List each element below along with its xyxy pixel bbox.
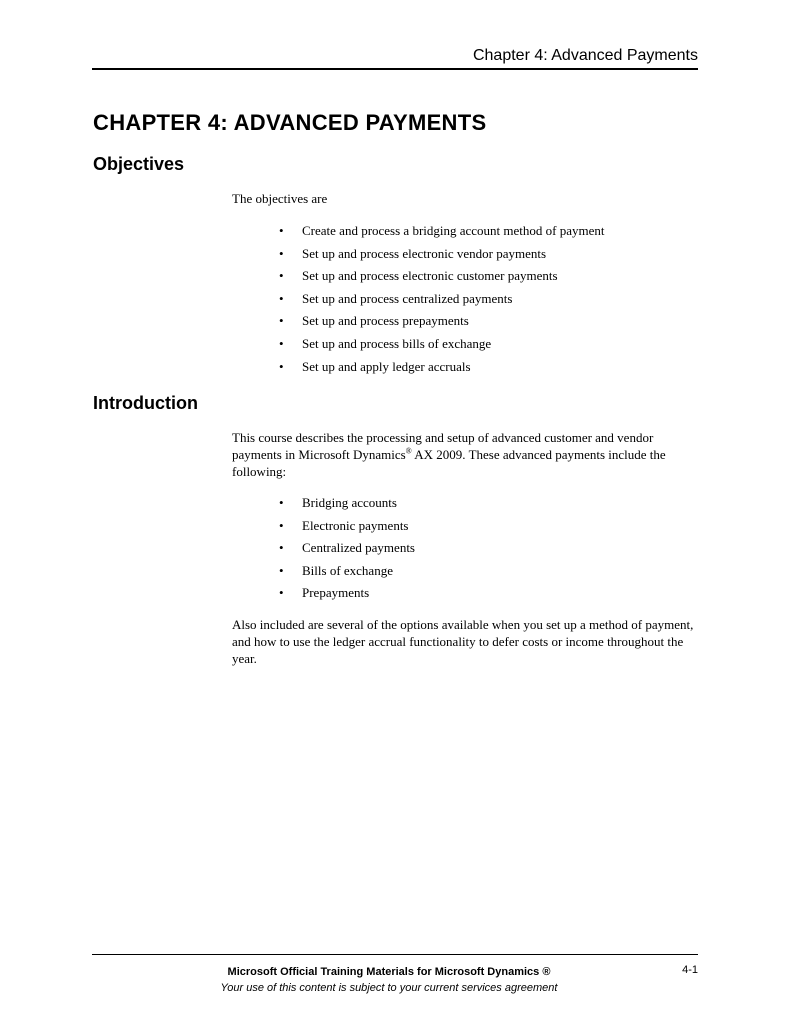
introduction-list xyxy=(279,494,415,607)
list-item xyxy=(279,494,415,517)
chapter-title: CHAPTER 4: ADVANCED PAYMENTS xyxy=(93,110,487,135)
footer-notice: Your use of this content is subject to your current services agreement xyxy=(220,982,558,994)
list-item xyxy=(279,584,415,607)
list-item xyxy=(279,245,605,268)
bullet-icon: • xyxy=(279,540,284,556)
page-number: 4-1 xyxy=(682,964,698,976)
list-item-text: Set up and process centralized payments xyxy=(302,290,513,306)
bullet-icon: • xyxy=(279,358,284,374)
introduction-heading: Introduction xyxy=(93,393,198,413)
running-header: Chapter 4: Advanced Payments xyxy=(472,47,698,64)
list-item-text: Set up and process electronic vendor payments xyxy=(302,245,547,261)
bullet-icon: • xyxy=(279,290,284,306)
list-item-text: Bridging accounts xyxy=(302,495,397,510)
list-item xyxy=(279,267,605,290)
list-item-text: Electronic payments xyxy=(302,517,409,533)
bullet-icon: • xyxy=(279,585,284,601)
list-item-text: Prepayments xyxy=(302,585,370,601)
list-item xyxy=(279,290,605,313)
list-item-text: Set up and apply ledger accruals xyxy=(302,358,471,374)
bullet-icon: • xyxy=(279,245,284,261)
bullet-icon: • xyxy=(279,562,284,578)
list-item-text: Centralized payments xyxy=(302,540,415,556)
introduction-paragraph xyxy=(232,429,702,480)
introduction-text-part2: AX 2009. These advanced payments include the following: xyxy=(232,447,666,479)
header-rule xyxy=(92,68,698,70)
objectives-intro: The objectives are xyxy=(232,191,328,206)
list-item xyxy=(279,539,415,562)
objectives-list xyxy=(279,222,605,380)
objectives-heading: Objectives xyxy=(93,154,185,174)
list-item xyxy=(279,335,605,358)
list-item xyxy=(279,562,415,585)
bullet-icon: • xyxy=(279,495,284,510)
list-item xyxy=(279,358,605,381)
introduction-text-part1: This course describes the processing and setup of advanced customer and vendor payments in Microsoft Dynamics xyxy=(232,430,654,462)
list-item-text: Bills of exchange xyxy=(302,562,393,578)
bullet-icon: • xyxy=(279,223,284,238)
list-item-text: Set up and process electronic customer payments xyxy=(302,268,558,284)
list-item-text: Create and process a bridging account method of payment xyxy=(302,223,605,238)
footer-title: Microsoft Official Training Materials for Microsoft Dynamics ® xyxy=(227,966,551,978)
closing-paragraph: Also included are several of the options available when you set up a method of payment, and how to use the ledger accrual functionality to defer costs or income throughout the year. xyxy=(232,617,694,666)
footer-rule xyxy=(92,954,698,955)
bullet-icon: • xyxy=(279,335,284,351)
registered-mark: ® xyxy=(405,446,412,456)
bullet-icon: • xyxy=(279,268,284,284)
list-item-text: Set up and process prepayments xyxy=(302,313,469,329)
bullet-icon: • xyxy=(279,517,284,533)
list-item xyxy=(279,517,415,540)
list-item-text: Set up and process bills of exchange xyxy=(302,335,492,351)
list-item xyxy=(279,312,605,335)
list-item xyxy=(279,222,605,245)
bullet-icon: • xyxy=(279,313,284,329)
